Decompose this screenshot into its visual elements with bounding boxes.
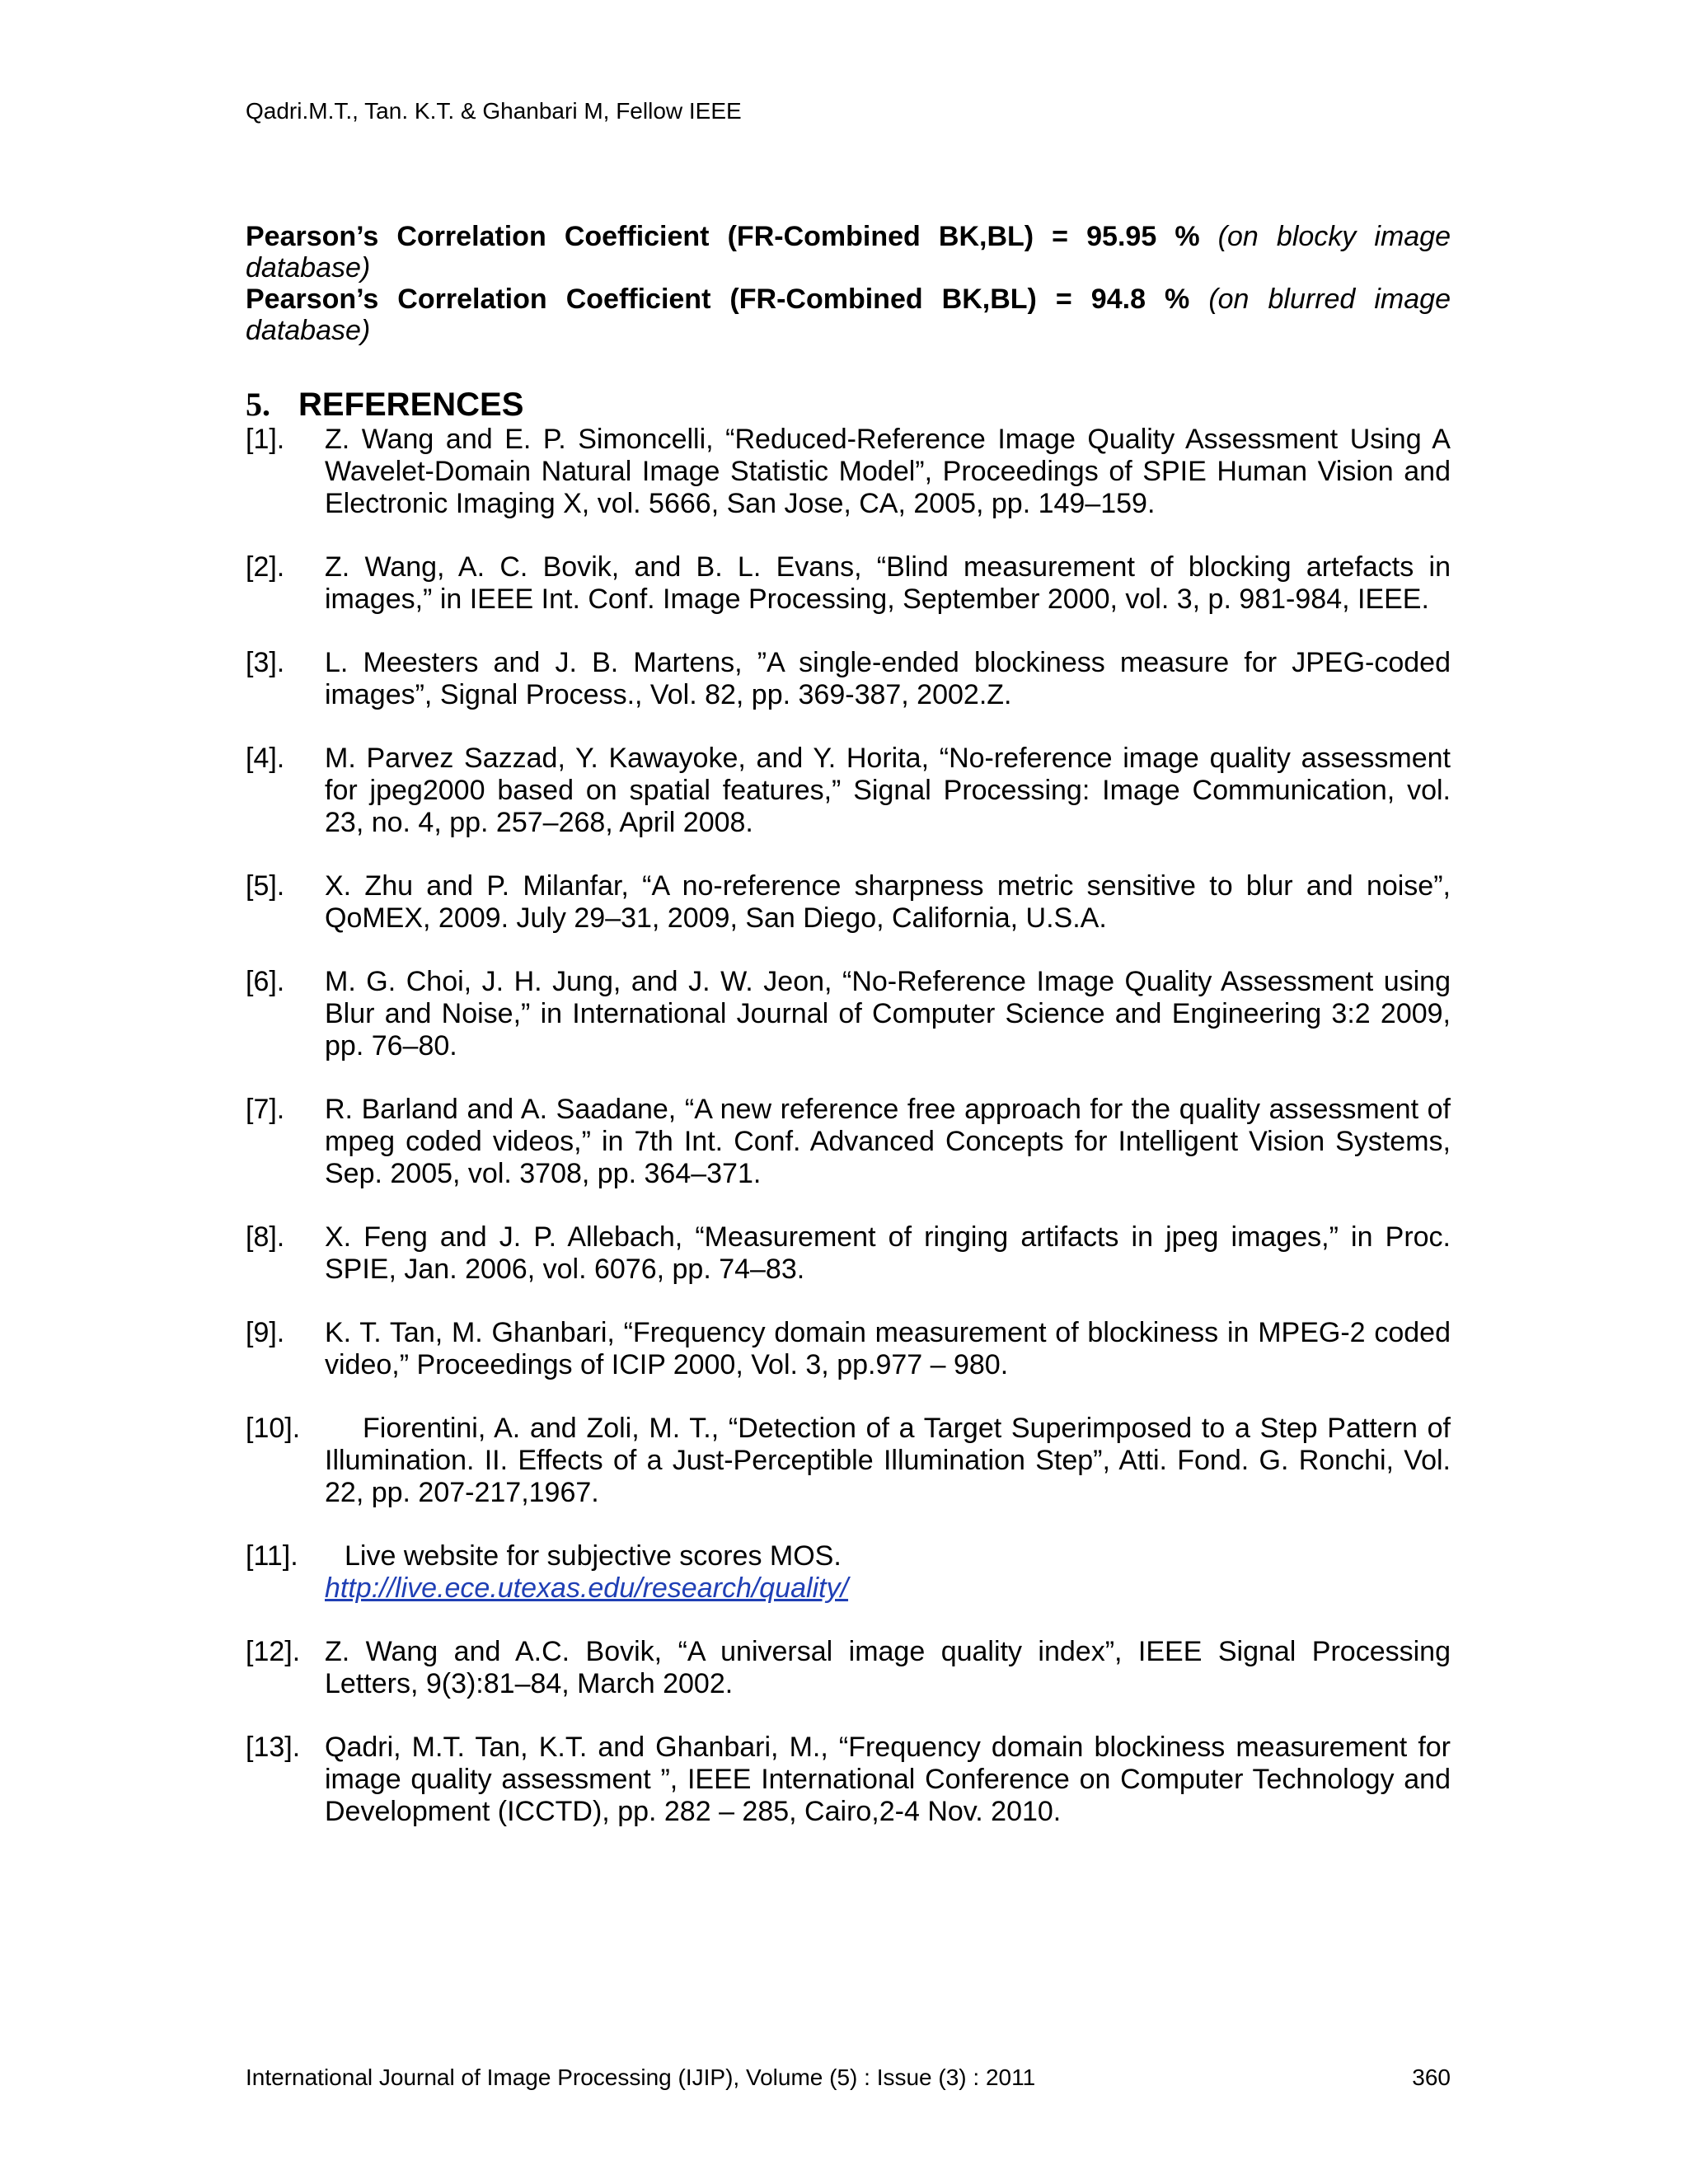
reference-number: [12].: [246, 1636, 301, 1667]
reference-item: [246, 1732, 1451, 1828]
reference-text: Z. Wang and E. P. Simoncelli, “Reduced-Reference Image Quality Assessment Using A Wavelet-Domain Natural Image Statistic Model”, Proceedings of SPIE Human Vision and Electronic Imaging X, vol. 5666, San Jose, CA, 2005, pp. 149–159.: [325, 424, 1451, 519]
reference-item: [246, 966, 1451, 1062]
reference-text: M. G. Choi, J. H. Jung, and J. W. Jeon, “No-Reference Image Quality Assessment using Blur and Noise,” in International Journal of Computer Science and Engineering 3:2 2009, pp. 76–80.: [325, 966, 1451, 1062]
pearson-result-blurred: [246, 284, 1451, 346]
pearson-note: (on blurred image database): [246, 284, 1451, 346]
reference-item: [246, 870, 1451, 935]
reference-item: [246, 1636, 1451, 1700]
reference-number: [13].: [246, 1732, 301, 1763]
reference-text: L. Meesters and J. B. Martens, ”A single-ended blockiness measure for JPEG-coded images”, Signal Process., Vol. 82, pp. 369-387, 2002.Z.: [325, 647, 1451, 710]
reference-item: [246, 1540, 1451, 1605]
pearson-label: Pearson’s Correlation Coefficient (FR-Combined BK,BL) = 94.8 %: [246, 284, 1190, 315]
pearson-result-blocky: [246, 221, 1451, 284]
reference-text: K. T. Tan, M. Ghanbari, “Frequency domain measurement of blockiness in MPEG-2 coded video,” Proceedings of ICIP 2000, Vol. 3, pp.977 – 980.: [325, 1317, 1451, 1380]
section-number: 5.: [246, 386, 270, 423]
reference-text: M. Parvez Sazzad, Y. Kawayoke, and Y. Horita, “No-reference image quality assessment for jpeg2000 based on spatial features,” Signal Processing: Image Communication, vol. 23, no. 4, pp. 257–268, April 2008.: [325, 743, 1451, 838]
reference-number: [3].: [246, 647, 285, 678]
page-number: 360: [1412, 2064, 1451, 2090]
reference-text: Z. Wang, A. C. Bovik, and B. L. Evans, “Blind measurement of blocking artefacts in images,” in IEEE Int. Conf. Image Processing, September 2000, vol. 3, p. 981-984, IEEE.: [325, 551, 1451, 615]
reference-number: [9].: [246, 1317, 285, 1348]
footer-journal-citation: International Journal of Image Processing (IJIP), Volume (5) : Issue (3) : 2011: [246, 2064, 1036, 2090]
section-title: REFERENCES: [298, 387, 524, 423]
pearson-note: (on blocky image database): [246, 221, 1451, 284]
reference-item: [246, 1094, 1451, 1190]
reference-number: [8].: [246, 1221, 285, 1253]
reference-number: [10].: [246, 1413, 301, 1444]
reference-number: [5].: [246, 870, 285, 902]
reference-text: Qadri, M.T. Tan, K.T. and Ghanbari, M., “Frequency domain blockiness measurement for image quality assessment ”, IEEE International Conference on Computer Technology and Development (ICCTD), pp. 282 – 285, Cairo,2-4 Nov. 2010.: [325, 1732, 1451, 1827]
reference-number: [6].: [246, 966, 285, 997]
running-header: Qadri.M.T., Tan. K.T. & Ghanbari M, Fellow IEEE: [246, 98, 742, 124]
reference-number: [1].: [246, 424, 285, 455]
reference-number: [4].: [246, 743, 285, 774]
reference-text-block: [325, 1540, 1451, 1605]
reference-link[interactable]: http://live.ece.utexas.edu/research/quality/: [325, 1572, 849, 1604]
reference-item: [246, 1413, 1451, 1509]
reference-number: [11].: [246, 1540, 298, 1572]
reference-number: [7].: [246, 1094, 285, 1125]
reference-text: Live website for subjective scores MOS.: [345, 1540, 842, 1572]
reference-list: [246, 424, 1451, 1859]
reference-item: [246, 743, 1451, 839]
reference-item: [246, 1221, 1451, 1286]
reference-text: Fiorentini, A. and Zoli, M. T., “Detection of a Target Superimposed to a Step Pattern of Illumination. II. Effects of a Just-Perceptible Illumination Step”, Atti. Fond. G. Ronchi, Vol. 22, pp. 207-217,1967.: [325, 1413, 1451, 1508]
reference-item: [246, 551, 1451, 616]
section-heading: [246, 386, 523, 424]
reference-text: R. Barland and A. Saadane, “A new reference free approach for the quality assessment of mpeg coded videos,” in 7th Int. Conf. Advanced Concepts for Intelligent Vision Systems, Sep. 2005, vol. 3708, pp. 364–371.: [325, 1094, 1451, 1189]
reference-text: X. Zhu and P. Milanfar, “A no-reference sharpness metric sensitive to blur and noise”, QoMEX, 2009. July 29–31, 2009, San Diego, California, U.S.A.: [325, 870, 1451, 934]
reference-item: [246, 1317, 1451, 1381]
reference-text: X. Feng and J. P. Allebach, “Measurement of ringing artifacts in jpeg images,” in Proc. SPIE, Jan. 2006, vol. 6076, pp. 74–83.: [325, 1221, 1451, 1285]
pearson-label: Pearson’s Correlation Coefficient (FR-Combined BK,BL) = 95.95 %: [246, 221, 1200, 252]
reference-item: [246, 424, 1451, 520]
reference-number: [2].: [246, 551, 285, 583]
reference-item: [246, 647, 1451, 711]
reference-text: Z. Wang and A.C. Bovik, “A universal image quality index”, IEEE Signal Processing Letters, 9(3):81–84, March 2002.: [325, 1636, 1451, 1699]
